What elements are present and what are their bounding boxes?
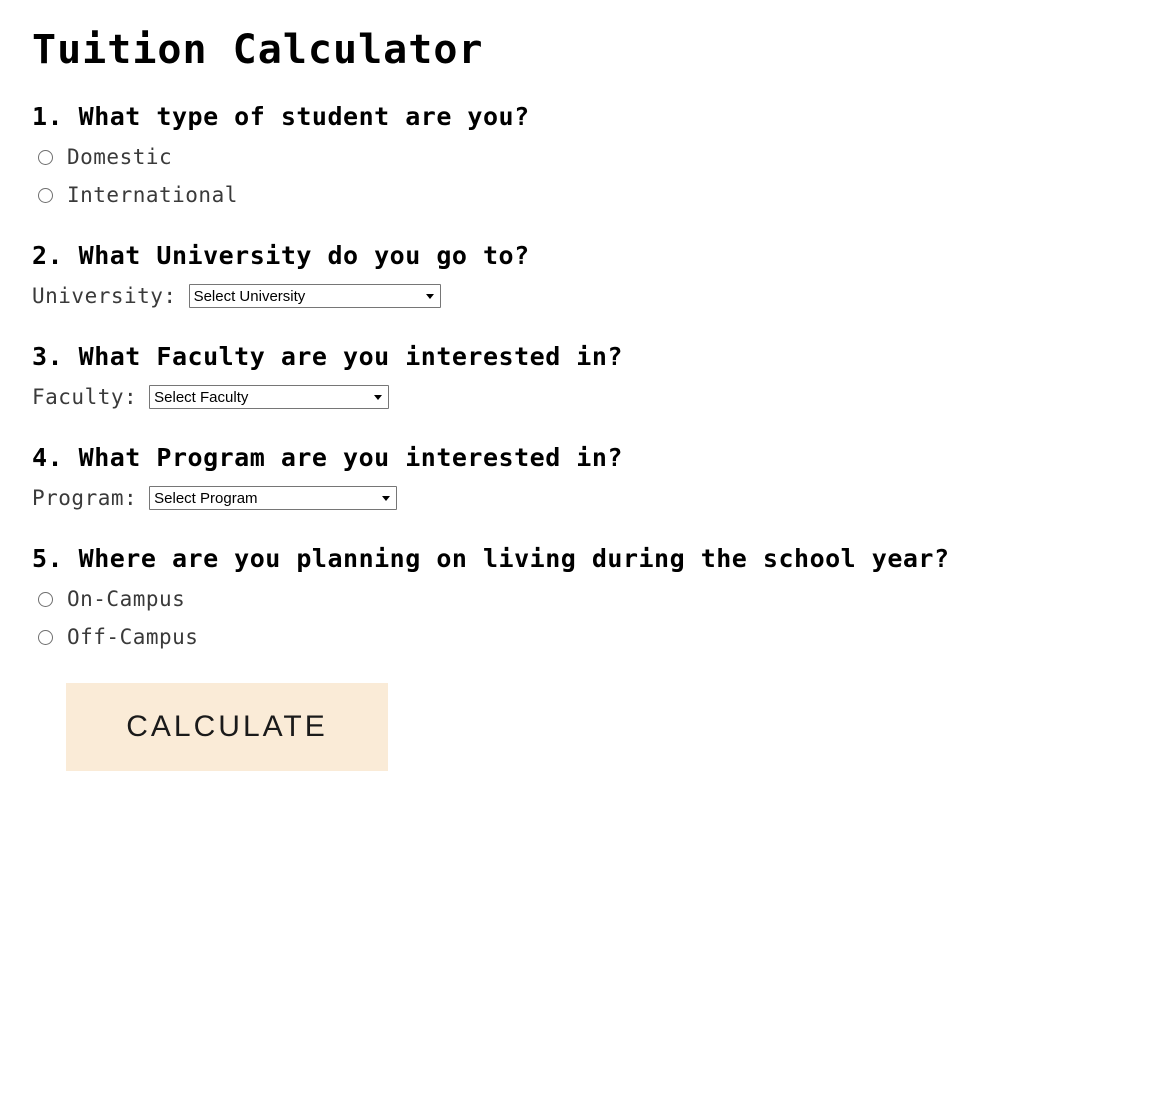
question-label-student-type: 1. What type of student are you? [32,102,530,131]
radio-label-domestic: Domestic [67,145,173,169]
program-select-value: Select Program [154,489,258,507]
question-label-program: 4. What Program are you interested in? [32,443,623,472]
radio-icon[interactable] [38,630,53,645]
radio-option-on-campus[interactable] [38,587,1144,611]
radio-label-international: International [67,183,238,207]
field-row-program [32,486,1144,510]
question-block-university [30,241,1144,308]
field-label-university: University: [32,284,177,308]
program-select[interactable] [149,486,397,510]
radio-icon[interactable] [38,592,53,607]
question-block-program [30,443,1144,510]
chevron-down-icon [426,294,434,299]
question-label-living: 5. Where are you planning on living during the school year? [32,544,950,573]
field-label-program: Program: [32,486,138,510]
radio-icon[interactable] [38,150,53,165]
question-label-faculty: 3. What Faculty are you interested in? [32,342,623,371]
question-block-living [30,544,1144,649]
chevron-down-icon [382,496,390,501]
field-row-faculty [32,385,1144,409]
question-block-student-type [30,102,1144,207]
radio-label-on-campus: On-Campus [67,587,186,611]
faculty-select[interactable] [149,385,389,409]
chevron-down-icon [374,395,382,400]
calculate-button-wrap [66,683,1144,771]
university-select-value: Select University [193,287,306,305]
faculty-select-value: Select Faculty [154,388,249,406]
page-title: Tuition Calculator [32,27,484,73]
field-row-university [32,284,1144,308]
radio-option-international[interactable] [38,183,1144,207]
question-block-faculty [30,342,1144,409]
radio-option-off-campus[interactable] [38,625,1144,649]
university-select[interactable] [189,284,441,308]
radio-label-off-campus: Off-Campus [67,625,199,649]
calculate-button[interactable]: CALCULATE [66,683,388,771]
question-label-university: 2. What University do you go to? [32,241,530,270]
field-label-faculty: Faculty: [32,385,138,409]
radio-option-domestic[interactable] [38,145,1144,169]
radio-icon[interactable] [38,188,53,203]
